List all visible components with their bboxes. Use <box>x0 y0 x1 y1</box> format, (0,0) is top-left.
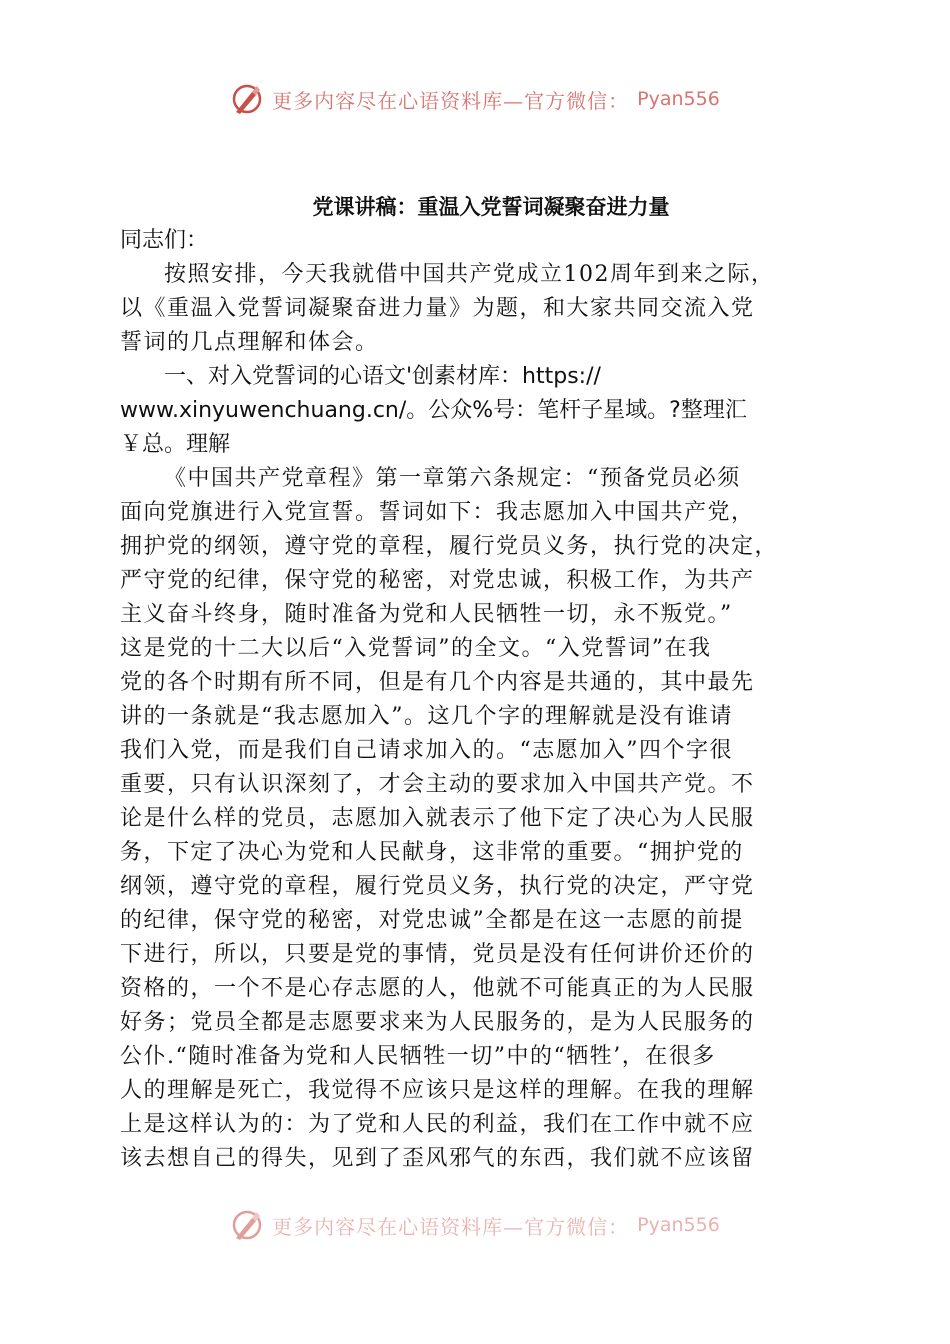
pen-logo-icon <box>230 82 264 116</box>
body-paragraph: 《中国共产党章程》第一章第六条规定：“预备党员必须 面向党旗进行入党宣誓。誓词如下：我志愿加入中国共产党， 拥护党的纲领，遵守党的章程，履行党员义务，执行党的决定， 严守党的纪律，保守党的秘密，对党忠诚，积极工作，为共产 主义奋斗终身，随时准备为党和人民牺牲一切，永不叛党。” 这是党的十二大以后“入党誓词”的全文。“入党誓词”在我 党的各个时期有所不同，但是有几个内容是共通的，其中最先 讲的一条就是“我志愿加入”。这几个字的理解就是没有谁请 我们入党，而是我们自己请求加入的。“志愿加入”四个字很 重要，只有认识深刻了，才会主动的要求加入中国共产党。不 论是什么样的党员，志愿加入就表示了他下定了决心为人民服 务，下定了决心为党和人民献身，这非常的重要。“拥护党的 纲领，遵守党的章程，履行党员义务，执行党的决定，严守党 的纪律，保守党的秘密，对党忠诚”全都是在这一志愿的前提 下进行，所以，只要是党的事情，党员是没有任何讲价还价的 资格的，一个不是心存志愿的人，他就不可能真正的为人民服 好务；党员全都是志愿要求来为人民服务的，是为人民服务的 公仆.“随时准备为党和人民牺牲一切”中的“牺牲’，在很多 人的理解是死亡，我觉得不应该只是这样的理解。在我的理解 上是这样认为的：为了党和人民的利益，我们在工作中就不应 该去想自己的得失，见到了歪风邪气的东西，我们就不应该留 <box>120 466 779 1171</box>
pen-logo-icon <box>230 1208 264 1242</box>
document-title: 党课讲稿：重温入党誓词凝聚奋进力量 <box>312 195 670 219</box>
watermark-wechat-id: Pyan556 <box>637 88 720 110</box>
section-heading: 一、对入党誓词的心语文'创素材库：https:// www.xinyuwenchuang.cn/。公众%号：笔杆子星域。?整理汇 ￥总。理解 <box>120 364 747 457</box>
header-watermark <box>0 82 950 116</box>
footer-watermark <box>0 1208 950 1242</box>
watermark-text: 更多内容尽在心语资料库—官方微信： <box>272 88 630 113</box>
salutation: 同志们： <box>120 228 209 253</box>
intro-paragraph: 按照安排，今天我就借中国共产党成立102周年到来之际， 以《重温入党誓词凝聚奋进力量》为题，和大家共同交流入党 誓词的几点理解和体会。 <box>120 262 775 355</box>
footer-watermark-wechat-id: Pyan556 <box>637 1214 720 1236</box>
footer-watermark-text: 更多内容尽在心语资料库—官方微信： <box>272 1214 630 1239</box>
document-body <box>120 190 832 1176</box>
